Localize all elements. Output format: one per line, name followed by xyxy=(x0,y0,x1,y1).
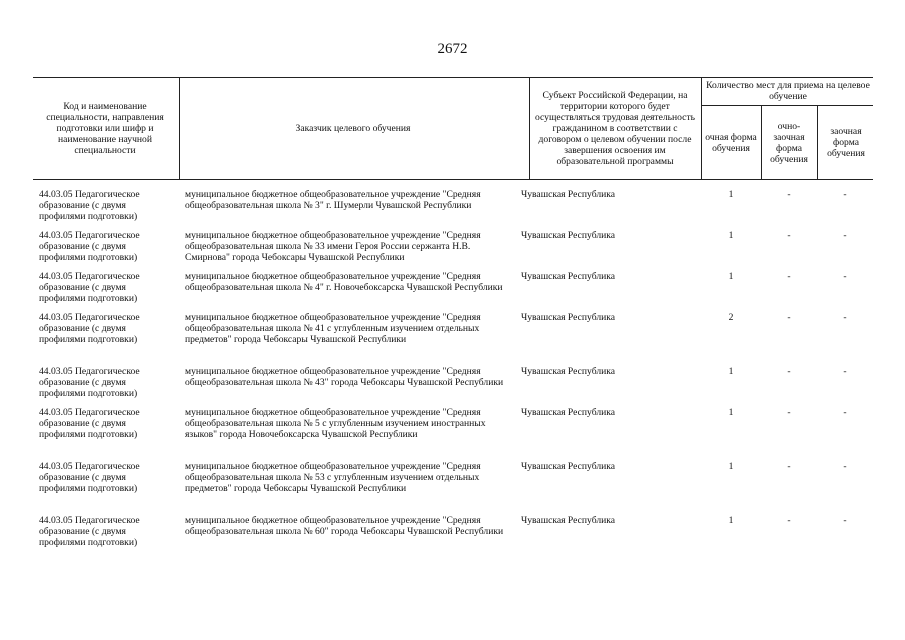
cell-part-time: - xyxy=(787,366,791,377)
cell-code: 44.03.05 Педагогическое образование (с двумя профилями подготовки) xyxy=(39,515,140,548)
cell-customer: муниципальное бюджетное общеобразовательное учреждение "Средняя общеобразовательная школа № 60" города Чебоксары Чувашской Республики xyxy=(185,515,504,537)
table-row xyxy=(33,189,873,230)
cell-full-time: 1 xyxy=(728,366,734,377)
cell-extramural: - xyxy=(843,407,847,418)
header-code: Код и наименование специальности, направления подготовки или шифр и наименование научной специальности xyxy=(46,101,164,156)
cell-customer: муниципальное бюджетное общеобразовательное учреждение "Средняя общеобразовательная школа № 5 с углубленным изучением иностранных языков" города Новочебоксарска Чувашской Республики xyxy=(185,407,486,440)
cell-code: 44.03.05 Педагогическое образование (с двумя профилями подготовки) xyxy=(39,312,140,345)
divider xyxy=(179,78,180,179)
header-customer: Заказчик целевого обучения xyxy=(295,123,411,134)
header-subject: Субъект Российской Федерации, на территории которого будет осуществляться трудовая деятельность гражданином в соответствии с договором о целевом обучении после завершения освоения им образовательной программы xyxy=(534,90,696,167)
table-row xyxy=(33,515,873,556)
cell-code: 44.03.05 Педагогическое образование (с двумя профилями подготовки) xyxy=(39,366,140,399)
cell-region: Чувашская Республика xyxy=(521,189,616,200)
cell-part-time: - xyxy=(787,461,791,472)
divider xyxy=(529,78,530,179)
cell-part-time: - xyxy=(787,407,791,418)
cell-full-time: 1 xyxy=(728,230,734,241)
cell-full-time: 1 xyxy=(728,407,734,418)
cell-region: Чувашская Республика xyxy=(521,407,616,418)
cell-code: 44.03.05 Педагогическое образование (с двумя профилями подготовки) xyxy=(39,461,140,494)
cell-region: Чувашская Республика xyxy=(521,271,616,282)
cell-part-time: - xyxy=(787,312,791,323)
cell-extramural: - xyxy=(843,515,847,526)
table-row xyxy=(33,271,873,312)
cell-part-time: - xyxy=(787,515,791,526)
cell-code: 44.03.05 Педагогическое образование (с двумя профилями подготовки) xyxy=(39,271,140,304)
divider xyxy=(701,78,702,179)
divider xyxy=(761,105,762,179)
cell-full-time: 1 xyxy=(728,189,734,200)
header-full-time: очная форма обучения xyxy=(705,131,757,154)
cell-code: 44.03.05 Педагогическое образование (с двумя профилями подготовки) xyxy=(39,230,140,263)
cell-region: Чувашская Республика xyxy=(521,461,616,472)
cell-full-time: 1 xyxy=(728,271,734,282)
cell-customer: муниципальное бюджетное общеобразовательное учреждение "Средняя общеобразовательная школа № 41 с углубленным изучением отдельных предметов" города Чебоксары Чувашской Республики xyxy=(185,312,481,345)
cell-region: Чувашская Республика xyxy=(521,515,616,526)
page-number: 2672 xyxy=(437,41,468,57)
cell-part-time: - xyxy=(787,271,791,282)
cell-full-time: 2 xyxy=(728,312,734,323)
cell-region: Чувашская Республика xyxy=(521,230,616,241)
cell-code: 44.03.05 Педагогическое образование (с двумя профилями подготовки) xyxy=(39,189,140,222)
table-row xyxy=(33,312,873,366)
cell-customer: муниципальное бюджетное общеобразовательное учреждение "Средняя общеобразовательная школа № 33 имени Героя России сержанта Н.В. Смирнова" города Чебоксары Чувашской Республики xyxy=(185,230,481,263)
divider xyxy=(817,105,818,179)
cell-extramural: - xyxy=(843,230,847,241)
table-row xyxy=(33,407,873,461)
cell-extramural: - xyxy=(843,271,847,282)
cell-full-time: 1 xyxy=(728,461,734,472)
cell-extramural: - xyxy=(843,366,847,377)
table-body xyxy=(33,189,873,556)
cell-region: Чувашская Республика xyxy=(521,312,616,323)
table-header xyxy=(33,77,873,180)
cell-extramural: - xyxy=(843,312,847,323)
header-part-time: очно-заочная форма обучения xyxy=(770,120,808,165)
cell-extramural: - xyxy=(843,461,847,472)
cell-customer: муниципальное бюджетное общеобразовательное учреждение "Средняя общеобразовательная школа № 3" г. Шумерли Чувашской Республики xyxy=(185,189,481,211)
table-row xyxy=(33,366,873,407)
cell-part-time: - xyxy=(787,230,791,241)
table-row xyxy=(33,461,873,515)
cell-extramural: - xyxy=(843,189,847,200)
cell-code: 44.03.05 Педагогическое образование (с двумя профилями подготовки) xyxy=(39,407,140,440)
cell-region: Чувашская Республика xyxy=(521,366,616,377)
table-row xyxy=(33,230,873,271)
cell-part-time: - xyxy=(787,189,791,200)
cell-customer: муниципальное бюджетное общеобразовательное учреждение "Средняя общеобразовательная школа № 43" города Чебоксары Чувашской Республики xyxy=(185,366,504,388)
cell-customer: муниципальное бюджетное общеобразовательное учреждение "Средняя общеобразовательная школа № 4" г. Новочебоксарска Чувашской Республики xyxy=(185,271,503,293)
cell-customer: муниципальное бюджетное общеобразовательное учреждение "Средняя общеобразовательная школа № 53 с углубленным изучением отдельных предметов" города Чебоксары Чувашской Республики xyxy=(185,461,481,494)
header-extramural: заочная форма обучения xyxy=(827,126,865,159)
cell-full-time: 1 xyxy=(728,515,734,526)
header-places: Количество мест для приема на целевое обучение xyxy=(706,80,870,102)
